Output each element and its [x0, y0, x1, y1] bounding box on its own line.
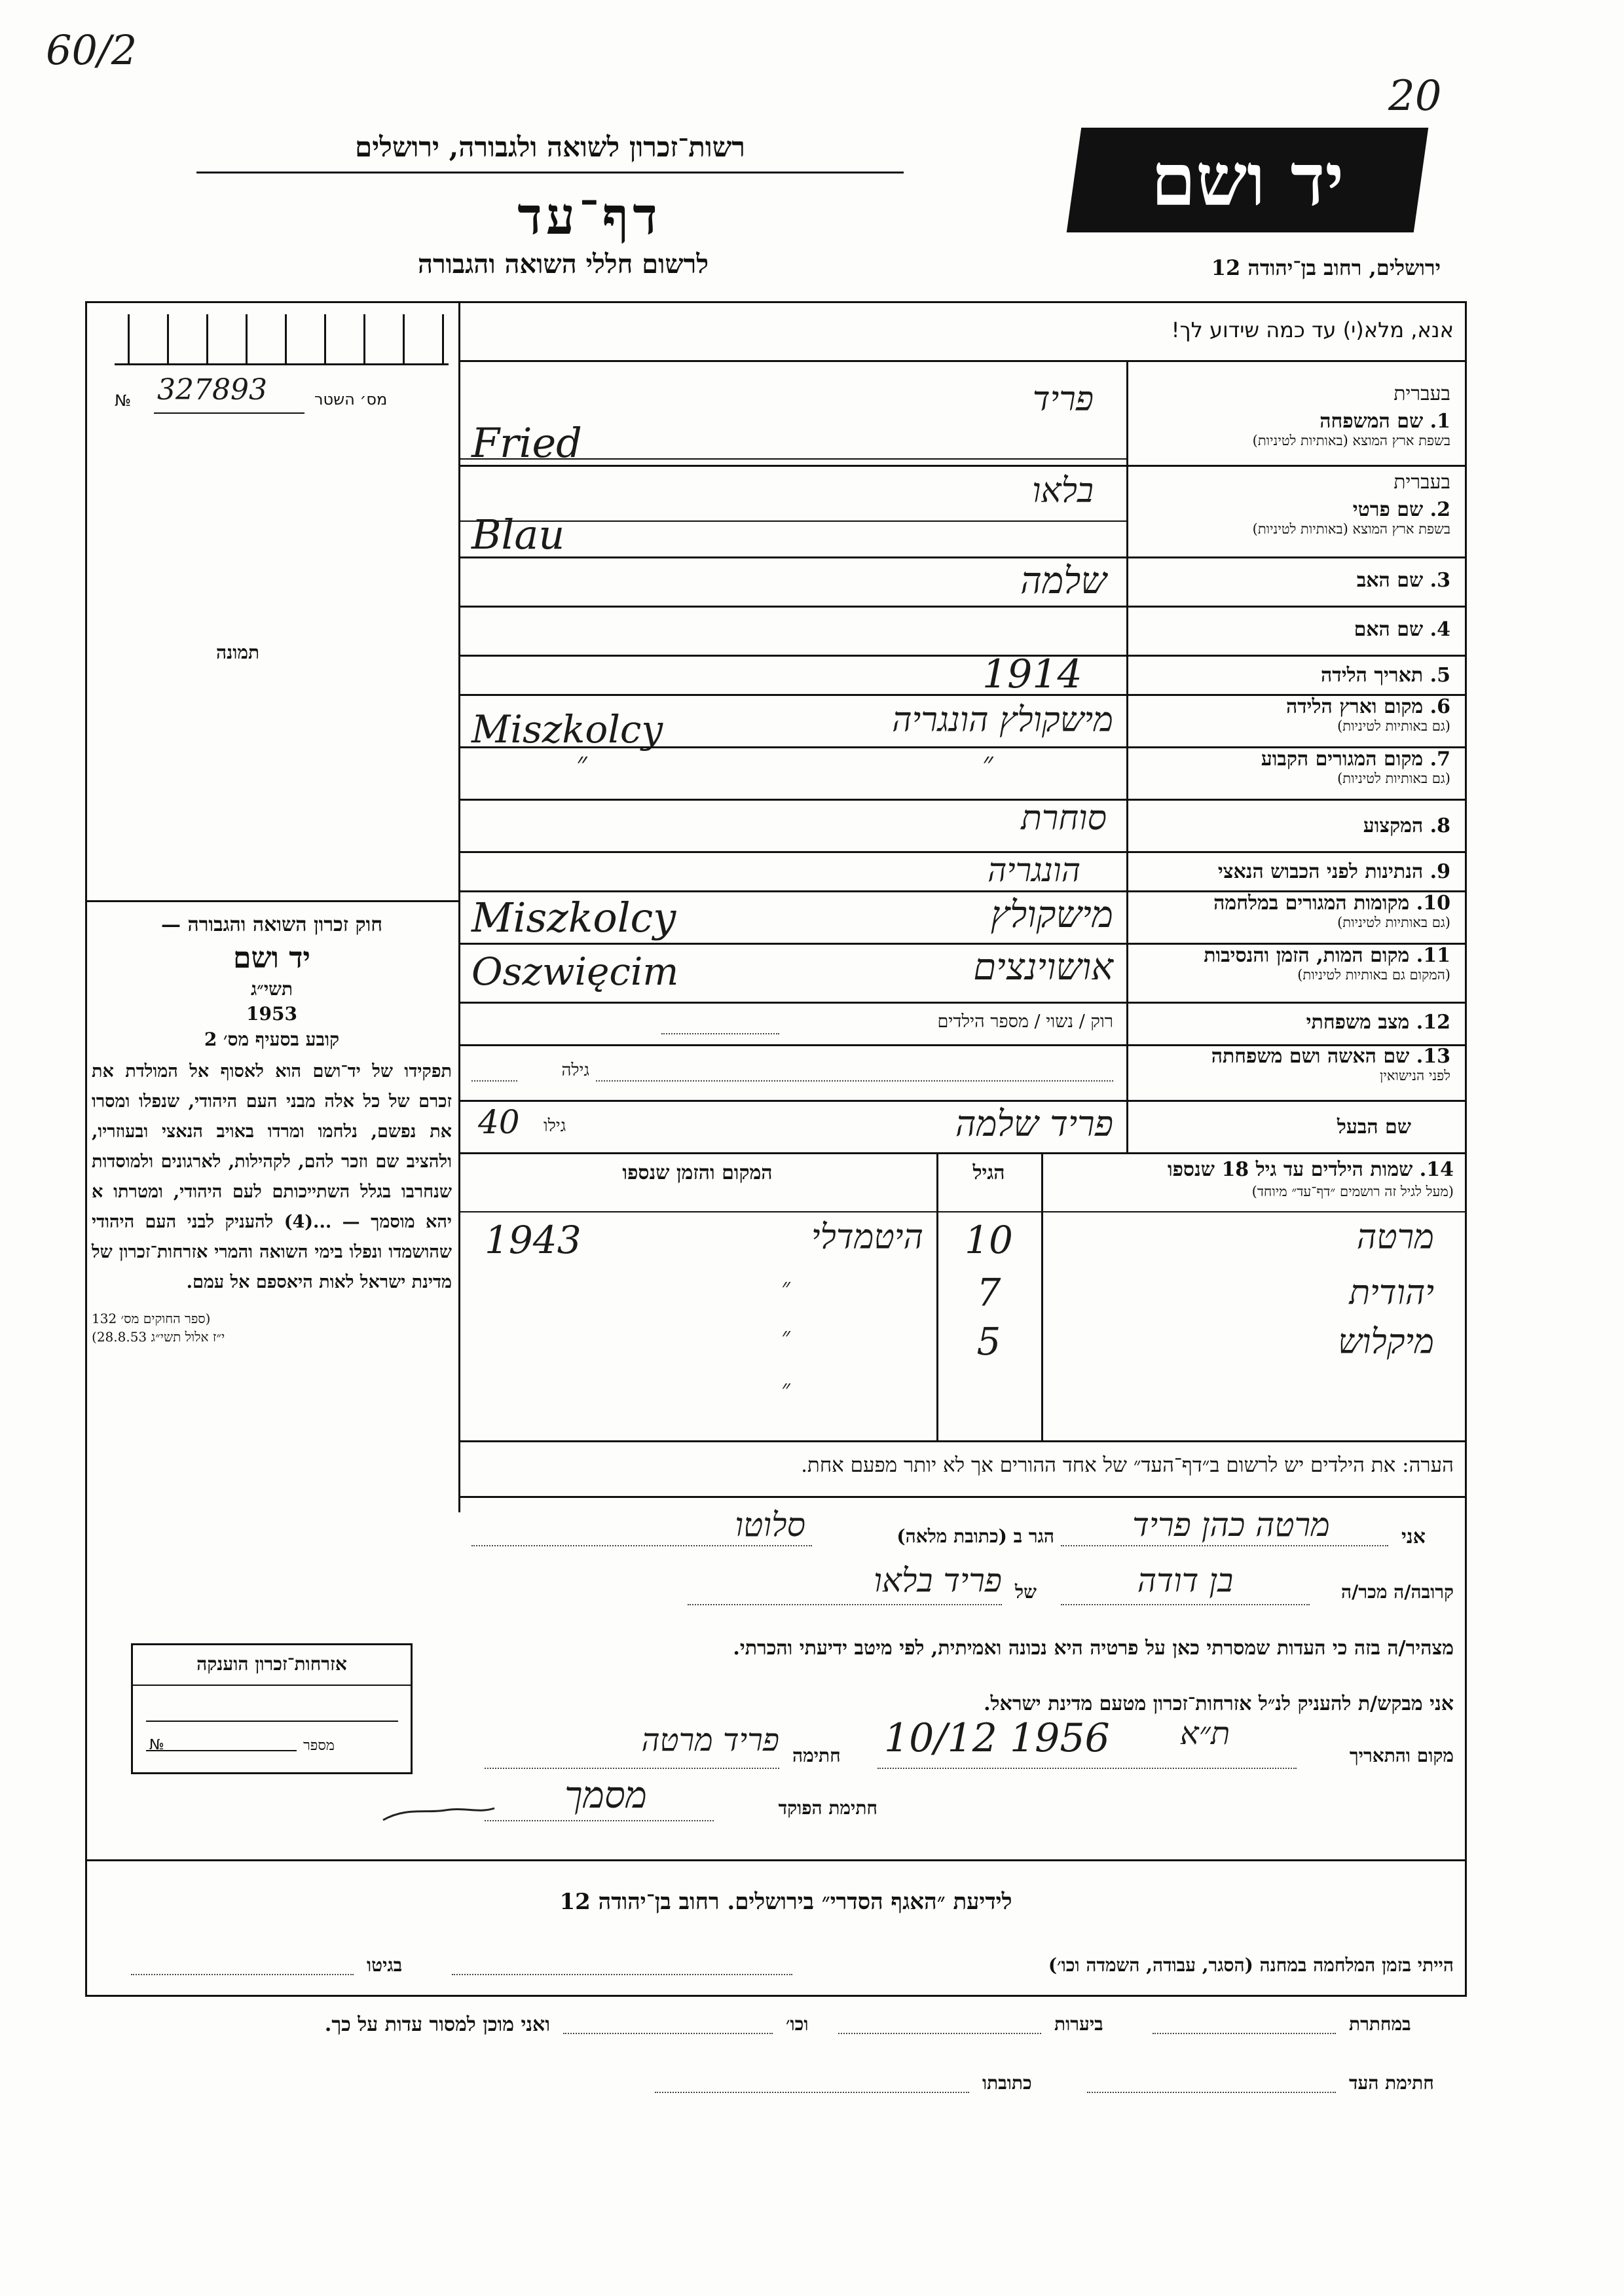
- children-age-header: הגיל: [972, 1161, 1005, 1184]
- husband-age: 40: [478, 1103, 520, 1141]
- husband-age-label: גילו: [544, 1116, 566, 1136]
- field-8-value: סוחרת: [1021, 799, 1107, 838]
- citizenship-no-sign: №: [149, 1737, 164, 1753]
- yad-vashem-logo: יד ושם: [1067, 128, 1428, 232]
- field-13-sub: לפני הנישואין: [1380, 1068, 1450, 1084]
- footer-ready: ואני מוכן למסור עדות על כך.: [324, 2013, 550, 2036]
- decl-officer-signature: מסמך: [564, 1774, 647, 1817]
- decl-date: 10/12 1956: [884, 1715, 1110, 1761]
- law-body: תפקידו של יד־ושם הוא לאסוף אל המולדת את זכרם של כל אלה מבני העם היהודי, שנפלו ומסרו את נפשם, נלחמו ומרדו באויב הנאצי ובעוזריו, ולהציב שם וזכר להם, לקהילות, לארגונים ולמוסדות שנחרבו בגלל השתייכותם לעם היהודי, ומטרתו א יהא מוסמך — ...(4) להעניק לבני העם היהודי שהושמדו ונפלו בימי השואה והמרי אזרחות־זכרון של מדינת ישראל לאות היאספם אל עמם.: [92, 1061, 452, 1292]
- decl-request: אני מבקש/ת להעניק לנ״ל אזרחות־זכרון מטעם מדינת ישראל.: [984, 1692, 1454, 1715]
- husband-label: שם הבעל: [1337, 1116, 1411, 1139]
- field-12-label: 12. מצב משפחתי: [1306, 1011, 1450, 1034]
- decl-of-name: פריד בלאו: [874, 1561, 1002, 1599]
- photo-label: תמונה: [216, 642, 260, 663]
- decl-address: סלוטו: [735, 1506, 805, 1544]
- field-1-sub: בשפת ארץ המוצא (באותיות לטיניות): [1252, 433, 1450, 448]
- form-intro: אנא, מלא(י) עד כמה שידוע לך!: [1171, 318, 1454, 342]
- field-2-sub: בשפת ארץ המוצא (באותיות לטיניות): [1252, 521, 1450, 537]
- form-title: דף־עד: [517, 187, 661, 246]
- footer-address-label: כתובתו: [982, 2072, 1032, 2094]
- footer-witness-signature: חתימת העד: [1349, 2072, 1434, 2094]
- decl-of-label: של: [1015, 1581, 1037, 1603]
- footer-title: לידיעת ״האגף הסדרי״ בירושלים. רחוב בן־יהודה 12: [559, 1889, 1012, 1915]
- citizenship-no-label: מספר: [303, 1738, 335, 1754]
- field-5-label: 5. תאריך הלידה: [1321, 664, 1450, 687]
- field-7-value-a: ״: [576, 746, 587, 780]
- field-5-value: 1914: [982, 651, 1082, 697]
- child-1-age: 10: [965, 1218, 1013, 1262]
- lang-hebrew-1: בעברית: [1393, 382, 1450, 405]
- citizenship-box: [131, 1643, 413, 1774]
- child-2-age: 7: [976, 1270, 1001, 1315]
- address-line: ירושלים, רחוב בן־יהודה 12: [1211, 255, 1441, 280]
- serial-tick-boxes: [115, 314, 449, 367]
- field-11-label: 11. מקום המות, הזמן והנסיבות: [1204, 944, 1450, 967]
- field-6-label: 6. מקום וארץ הלידה: [1285, 695, 1450, 718]
- field-1-latin: Fried: [471, 419, 582, 467]
- footer-line1: הייתי בזמן המלחמה במחנה (הסגר, עבודה, השמדה וכו׳): [1048, 1954, 1454, 1976]
- field-6-latin: Miszkolcy: [471, 707, 663, 752]
- child-1-name: מרטה: [1356, 1218, 1434, 1257]
- form-subtitle: לרשום חללי השואה והגבורה: [417, 249, 709, 280]
- child-2-name: יהודית: [1349, 1273, 1434, 1313]
- law-name: יד ושם: [233, 941, 310, 975]
- child-2-place: ״: [781, 1274, 790, 1301]
- law-head: חוק זכרון השואה והגבורה —: [161, 913, 382, 936]
- decl-place-date-label: מקום והתאריך: [1349, 1745, 1454, 1766]
- field-9-value: הונגריה: [987, 851, 1080, 889]
- field-2-label: 2. שם פרטי: [1352, 498, 1450, 521]
- field-1-label: 1. שם המשפחה: [1320, 410, 1450, 433]
- lang-hebrew-2: בעברית: [1393, 471, 1450, 494]
- children-title: 14. שמות הילדים עד גיל 18 שנספו: [1167, 1158, 1454, 1181]
- field-8-label: 8. המקצוע: [1363, 814, 1450, 837]
- child-1-year: 1943: [485, 1218, 581, 1262]
- field-7-label: 7. מקום המגורים הקבוע: [1261, 748, 1450, 771]
- law-source-date: י״ז אלול תשי״ג 28.8.53): [92, 1329, 225, 1345]
- decl-witness-name: מרטה כהן פריד: [1132, 1506, 1330, 1544]
- field-6-hebrew: מישקולץ הונגריה: [892, 701, 1113, 740]
- decl-relation: בן דודה: [1137, 1561, 1234, 1599]
- child-3-name: מיקלוש: [1338, 1322, 1434, 1362]
- field-13-label: 13. שם האשה ושם משפחתה: [1211, 1045, 1450, 1068]
- decl-resides-label: הגר ב (כתובת מלאה): [896, 1525, 1054, 1547]
- field-3-label: 3. שם האב: [1356, 569, 1450, 592]
- serial-prefix: №: [115, 392, 131, 410]
- children-sub: (מעל לגיל זה רושמים ״דף־עד״ מיוחד): [1251, 1184, 1454, 1199]
- children-place-header: המקום והזמן שנספו: [622, 1161, 773, 1184]
- field-11-sub: (המקום גם באותיות לטיניות): [1297, 967, 1450, 983]
- field-10-sub: (גם באותיות לטיניות): [1337, 915, 1450, 930]
- serial-label: מס׳ השטר: [314, 390, 388, 409]
- field-11-latin: Oszwięcim: [471, 949, 679, 994]
- field-9-label: 9. הנתינות לפני הכבוש הנאצי: [1217, 860, 1450, 883]
- field-7-sub: (גם באותיות לטיניות): [1337, 771, 1450, 786]
- field-2-hebrew: בלאו: [1032, 471, 1094, 511]
- authority-name: רשות־זכרון לשואה ולגבורה, ירושלים: [355, 131, 745, 163]
- decl-statement: מצהיר/ה בזה כי העדות שמסרתי כאן על פרטיה היא נכונה ואמיתית, לפי מיטב ידיעתי והכרתי.: [733, 1637, 1454, 1660]
- husband-name: פריד שלמה: [955, 1103, 1113, 1144]
- footer-etc: וכו׳: [786, 2013, 809, 2035]
- field-4-label: 4. שם האם: [1354, 618, 1450, 641]
- field-2-latin: Blau: [471, 511, 565, 558]
- child-3-place: ״: [781, 1323, 790, 1350]
- field-11-hebrew: אושוינצים: [973, 946, 1113, 989]
- pen-stroke: [380, 1794, 498, 1833]
- law-year: 1953: [246, 1003, 297, 1025]
- field-12-value: רוק / נשוי / מספר הילדים: [937, 1011, 1113, 1032]
- corner-note: 20: [1388, 72, 1442, 120]
- field-10-hebrew: מישקולץ: [990, 894, 1113, 936]
- law-source: (ספר החוקים מס׳ 132: [92, 1311, 211, 1326]
- footer-line1-end: בגיטו: [367, 1954, 403, 1976]
- decl-signature: פריד מרטה: [641, 1722, 779, 1758]
- field-1-hebrew: פריד: [1032, 380, 1094, 419]
- margin-note: 60/2: [46, 26, 138, 74]
- field-10-latin: Miszkolcy: [471, 894, 676, 941]
- law-box: [92, 910, 452, 1346]
- footer-underground: במחתרת: [1349, 2013, 1411, 2035]
- decl-ani: אני: [1401, 1525, 1426, 1548]
- decl-relation-label: קרובה/ה מכר/ה: [1341, 1581, 1454, 1603]
- child-4-place: ״: [781, 1376, 790, 1402]
- field-7-value-b: ״: [982, 746, 993, 780]
- decl-signature-label: חתימה: [792, 1745, 841, 1766]
- law-year-heb: תשי״ג: [250, 978, 293, 1000]
- form-note: הערה: את הילדים יש לרשום ב״דף־העד״ של אחד ההורים אך לא יותר מפעם אחת.: [801, 1453, 1454, 1477]
- footer-forests: ביערות: [1054, 2013, 1103, 2035]
- decl-officer-label: חתימת הפוקד: [778, 1797, 877, 1819]
- field-6-sub: (גם באותיות לטיניות): [1337, 718, 1450, 734]
- child-3-age: 5: [976, 1319, 1001, 1364]
- field-10-label: 10. מקומות המגורים במלחמה: [1213, 892, 1450, 915]
- decl-place: ת״א: [1179, 1715, 1230, 1752]
- law-clause: קובע בסעיף מס׳ 2: [204, 1029, 340, 1050]
- child-1-place: היטמדלי: [811, 1218, 923, 1257]
- field-3-value: שלמה: [1020, 560, 1107, 602]
- serial-number: 327893: [157, 373, 267, 407]
- citizenship-title: אזרחות־זכרון הוענקה: [196, 1653, 347, 1675]
- field-13-age-label: גילה: [561, 1061, 589, 1080]
